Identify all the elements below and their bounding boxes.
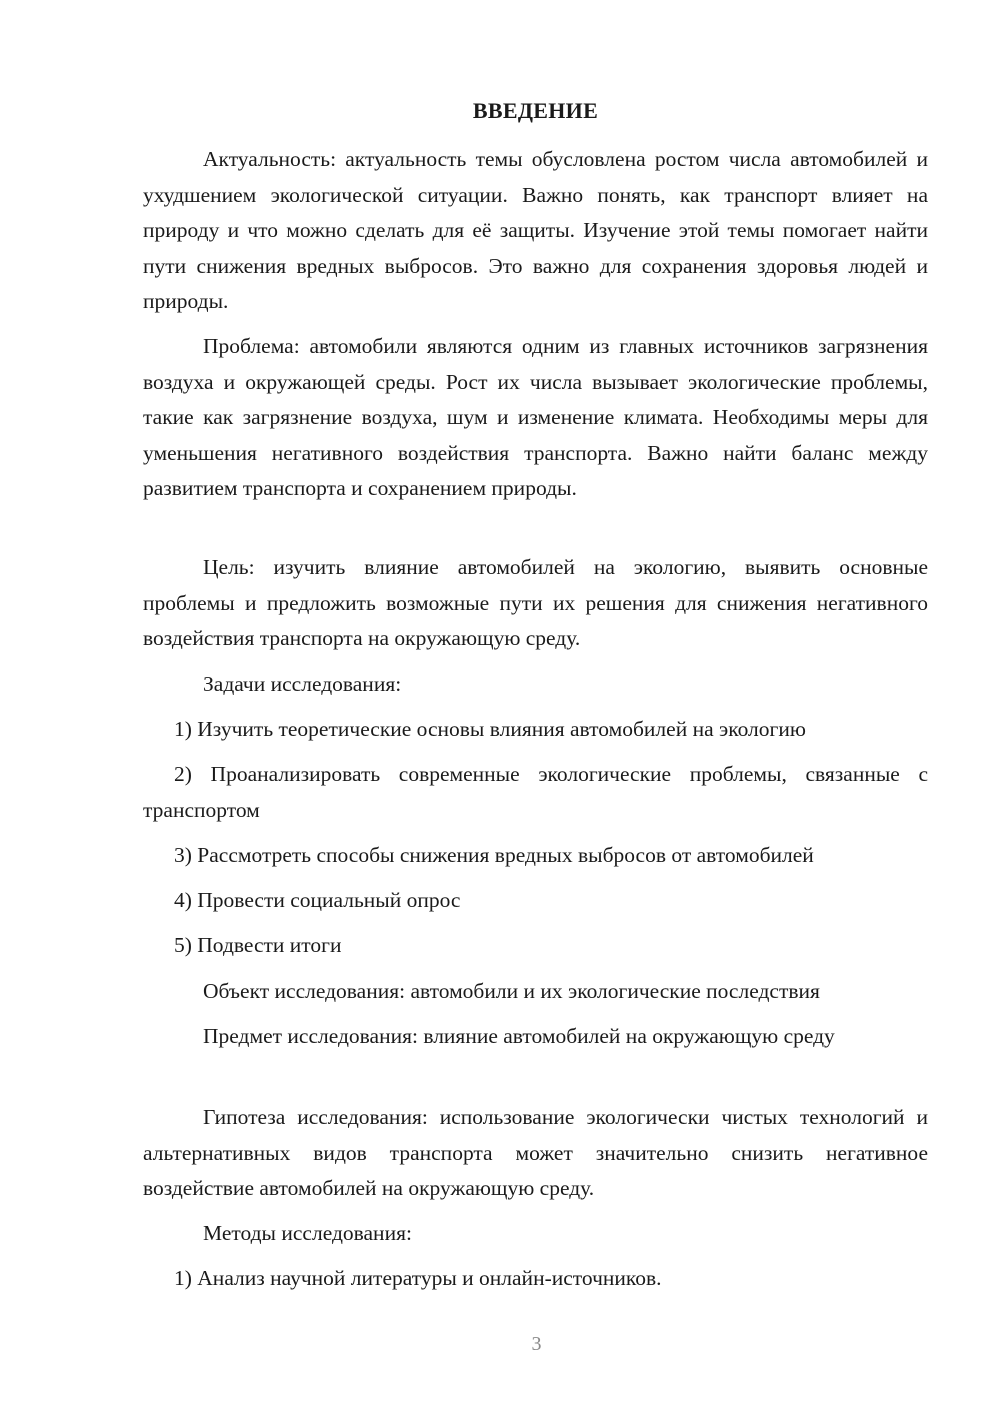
paragraph-object: Объект исследования: автомобили и их экологические последствия (203, 979, 820, 1003)
tasks-heading: Задачи исследования: (203, 672, 402, 696)
task-item-4: 4) Провести социальный опрос (174, 888, 461, 912)
task-item-1: 1) Изучить теоретические основы влияния автомобилей на экологию (174, 717, 806, 741)
document-page (143, 0, 928, 1414)
task-item-3: 3) Рассмотреть способы снижения вредных выбросов от автомобилей (174, 843, 814, 867)
task-item-5: 5) Подвести итоги (174, 933, 342, 957)
task-item-2: 2) Проанализировать современные экологические проблемы, связанные с транспортом (143, 762, 928, 822)
paragraph-subject: Предмет исследования: влияние автомобилей на окружающую среду (203, 1024, 835, 1048)
method-item-1: 1) Анализ научной литературы и онлайн-источников. (174, 1266, 662, 1290)
paragraph-goal: Цель: изучить влияние автомобилей на экологию, выявить основные проблемы и предложить возможные пути их решения для снижения негативного воздействия транспорта на окружающую среду. (143, 555, 928, 650)
paragraph-relevance: Актуальность: актуальность темы обусловлена ростом числа автомобилей и ухудшением экологической ситуации. Важно понять, как транспорт влияет на природу и что можно сделать для её защиты. Изучение этой темы помогает найти пути снижения вредных выбросов. Это важно для сохранения здоровья людей и природы. (143, 147, 928, 313)
page-title: ВВЕДЕНИЕ (472, 98, 599, 123)
methods-heading: Методы исследования: (203, 1221, 412, 1245)
paragraph-hypothesis: Гипотеза исследования: использование экологически чистых технологий и альтернативных видов транспорта может значительно снизить негативное воздействие автомобилей на окружающую среду. (143, 1105, 928, 1200)
page-number (143, 1333, 928, 1356)
page-number-text: 3 (531, 1333, 542, 1355)
paragraph-problem: Проблема: автомобили являются одним из главных источников загрязнения воздуха и окружающей среды. Рост их числа вызывает экологические проблемы, такие как загрязнение воздуха, шум и изменение климата. Необходимы меры для уменьшения негативного воздействия транспорта. Важно найти баланс между развитием транспорта и сохранением природы. (143, 334, 928, 500)
